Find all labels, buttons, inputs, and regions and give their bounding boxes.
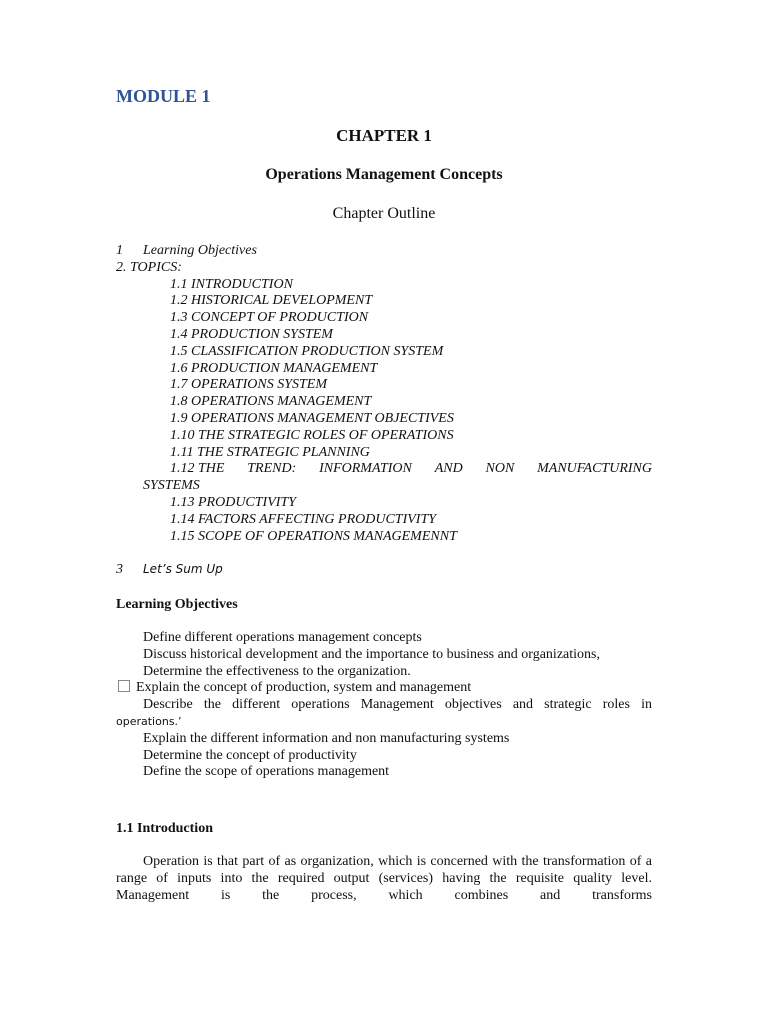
topic-item: 1.3 CONCEPT OF PRODUCTION xyxy=(170,310,369,326)
chapter-title: Operations Management Concepts xyxy=(265,166,503,183)
missing-glyph-bullet-icon xyxy=(118,680,130,692)
section-heading-introduction: 1.1 Introduction xyxy=(116,821,213,836)
topic-item-1-12 xyxy=(116,461,652,478)
objective-item xyxy=(116,680,652,697)
topic-item: 1.6 PRODUCTION MANAGEMENT xyxy=(170,360,378,376)
outline-item-1 xyxy=(116,243,652,260)
topic-word: AND xyxy=(434,461,463,477)
topic-word: 1.12 THE xyxy=(170,461,225,477)
objective-item: Define the scope of operations management xyxy=(143,764,390,780)
topic-item: 1.2 HISTORICAL DEVELOPMENT xyxy=(170,293,373,309)
topic-item: 1.5 CLASSIFICATION PRODUCTION SYSTEM xyxy=(170,343,444,359)
topic-item: 1.7 OPERATIONS SYSTEM xyxy=(170,377,327,393)
objective-item: Discuss historical development and the importance to business and organizations, xyxy=(143,646,600,662)
topic-item: 1.8 OPERATIONS MANAGEMENT xyxy=(170,394,372,410)
outline-item-3 xyxy=(116,562,223,578)
topic-item: 1.13 PRODUCTIVITY xyxy=(170,494,297,510)
topic-item: 1.1 INTRODUCTION xyxy=(170,276,293,292)
introduction-paragraph: Operation is that part of as organization, which is concerned with the transformation of a range of inputs into the required output (services) having the requisite quality level. Management is the process, which combines and transforms xyxy=(116,854,652,903)
chapter-outline xyxy=(116,243,652,545)
topic-word: MANUFACTURING xyxy=(537,461,652,477)
topic-item: 1.9 OPERATIONS MANAGEMENT OBJECTIVES xyxy=(170,410,454,426)
objective-item: Explain the different information and non manufacturing systems xyxy=(143,730,510,746)
learning-objectives-heading: Learning Objectives xyxy=(116,597,238,612)
outline-item-label: Learning Objectives xyxy=(143,243,257,258)
topic-word: INFORMATION xyxy=(319,461,412,477)
module-heading: MODULE 1 xyxy=(116,86,211,106)
outline-item-number: 3 xyxy=(116,562,123,577)
topic-item-continuation: SYSTEMS xyxy=(143,478,200,494)
topic-word: TREND: xyxy=(247,461,297,477)
outline-heading: Chapter Outline xyxy=(332,205,436,222)
topic-item: 1.14 FACTORS AFFECTING PRODUCTIVITY xyxy=(170,511,437,527)
topic-item: 1.11 THE STRATEGIC PLANNING xyxy=(170,444,370,460)
topic-word: NON xyxy=(485,461,515,477)
objective-item-continuation: operations.’ xyxy=(116,714,182,728)
objective-item: Determine the effectiveness to the organization. xyxy=(143,663,411,679)
learning-objectives-list xyxy=(116,630,652,781)
objective-text: Explain the concept of production, system and management xyxy=(136,680,472,696)
chapter-heading: CHAPTER 1 xyxy=(336,126,432,145)
outline-item-2: 2. TOPICS: xyxy=(116,259,182,275)
outline-item-label: Let’s Sum Up xyxy=(143,562,223,576)
topic-item: 1.15 SCOPE OF OPERATIONS MANAGEMENNT xyxy=(170,528,457,544)
outline-item-number: 1 xyxy=(116,243,123,258)
objective-item: Determine the concept of productivity xyxy=(143,747,357,763)
objective-item: Describe the different operations Management objectives and strategic roles in xyxy=(143,697,652,713)
topic-item: 1.10 THE STRATEGIC ROLES OF OPERATIONS xyxy=(170,427,454,443)
objective-item: Define different operations management concepts xyxy=(143,630,422,645)
topic-item: 1.4 PRODUCTION SYSTEM xyxy=(170,326,333,342)
